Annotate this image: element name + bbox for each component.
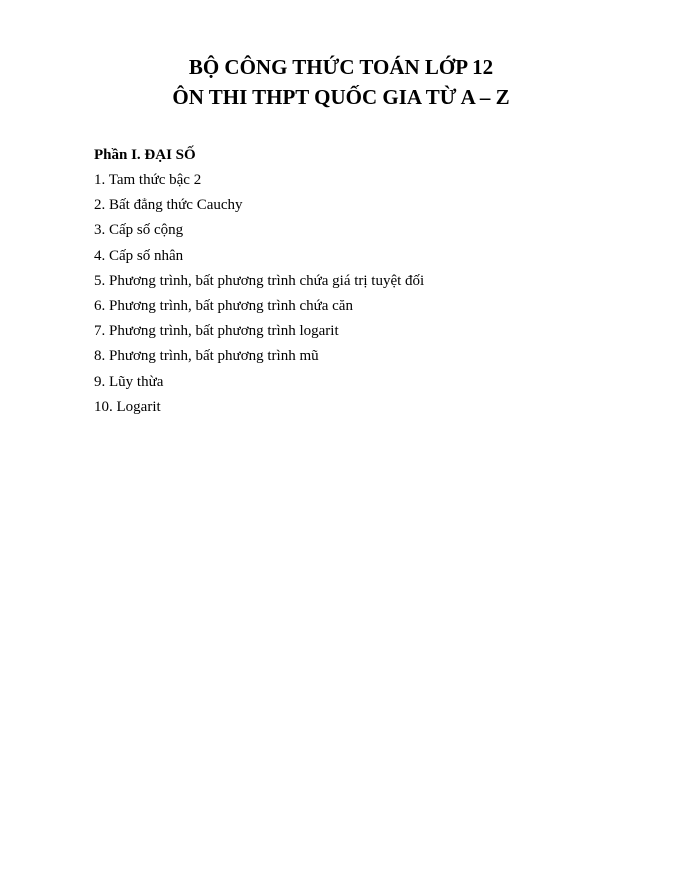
toc-item: 5. Phương trình, bất phương trình chứa giá trị tuyệt đối — [94, 272, 425, 289]
section-algebra — [94, 143, 654, 420]
document-title — [0, 52, 682, 112]
toc-item: 7. Phương trình, bất phương trình logarit — [94, 323, 339, 340]
toc-item: 10. Logarit — [94, 398, 161, 415]
toc-item: 6. Phương trình, bất phương trình chứa căn — [94, 298, 353, 315]
toc-item: 8. Phương trình, bất phương trình mũ — [94, 348, 319, 365]
toc-list — [94, 168, 654, 420]
title-line-2: ÔN THI THPT QUỐC GIA TỪ A – Z — [172, 85, 510, 109]
toc-item: 9. Lũy thừa — [94, 373, 164, 390]
toc-item: 3. Cấp số cộng — [94, 222, 184, 239]
toc-item: 1. Tam thức bậc 2 — [94, 172, 202, 188]
toc-item: 2. Bất đẳng thức Cauchy — [94, 197, 243, 214]
section-heading: Phần I. ĐẠI SỐ — [94, 147, 196, 163]
toc-item: 4. Cấp số nhân — [94, 247, 184, 264]
title-line-1: BỘ CÔNG THỨC TOÁN LỚP 12 — [188, 55, 494, 79]
